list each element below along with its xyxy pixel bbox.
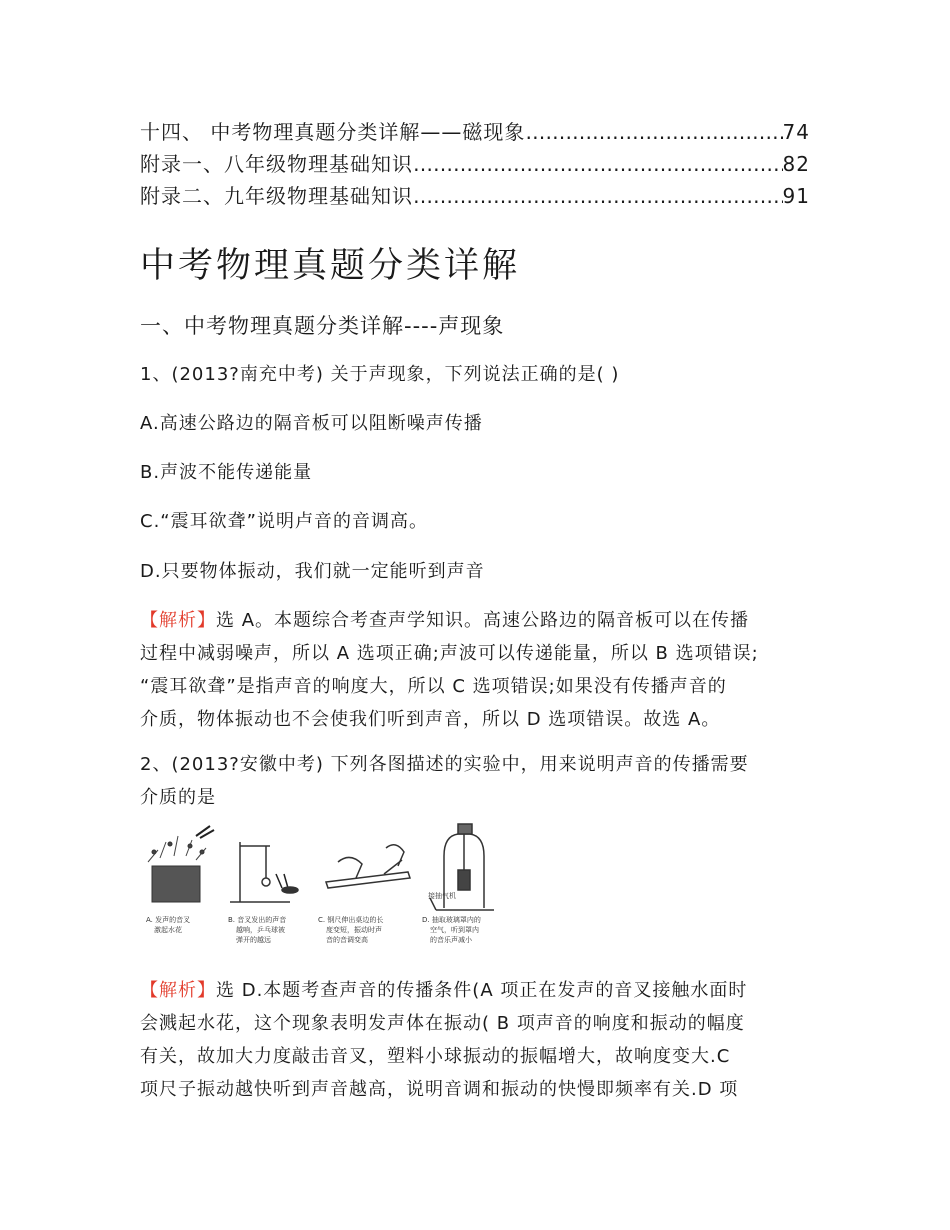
figure-caption-d-line: 空气，听到罩内 — [430, 926, 479, 934]
toc-leader-dots — [525, 120, 782, 144]
figure-a-splash-illustration — [148, 826, 214, 902]
analysis-text: “震耳欲聋”是指声音的响度大，所以 C 选项错误;如果没有传播声音的 — [140, 676, 727, 697]
figure-caption-a-line: A. 发声的音叉 — [146, 916, 191, 924]
question-1-option-b: B.声波不能传递能量 — [140, 462, 313, 483]
toc-entry-title: 附录二、九年级物理基础知识 — [140, 184, 413, 208]
experiment-figure — [140, 822, 520, 952]
toc-entry-page: 91 — [782, 184, 810, 208]
toc-entry-page: 82 — [782, 152, 810, 176]
figure-caption-d-line: 的音乐声减小 — [430, 936, 472, 944]
question-2-stem-line: 介质的是 — [140, 787, 216, 808]
figure-caption-b-line: 弹开的越远 — [236, 936, 271, 944]
section-title: 一、中考物理真题分类详解----声现象 — [140, 314, 505, 338]
analysis-text: 选 D.本题考查声音的传播条件(A 项正在发声的音叉接触水面时 — [216, 980, 748, 1001]
analysis-text: 会溅起水花，这个现象表明发声体在振动( B 项声音的响度和振动的幅度 — [140, 1013, 745, 1034]
analysis-text: 选 A。本题综合考查声学知识。高速公路边的隔音板可以在传播 — [216, 610, 750, 631]
question-2-analysis — [140, 974, 810, 1106]
figure-b-stand-illustration — [230, 842, 298, 902]
pump-label: 接抽气机 — [428, 892, 456, 900]
question-1-option-c: C.“震耳欲聋”说明卢音的音调高。 — [140, 511, 428, 532]
toc-leader-dots — [413, 184, 783, 208]
toc-entry-title: 附录一、八年级物理基础知识 — [140, 152, 413, 176]
analysis-text: 项尺子振动越快听到声音越高，说明音调和振动的快慢即频率有关.D 项 — [140, 1079, 739, 1100]
question-1-option-d: D.只要物体振动，我们就一定能听到声音 — [140, 561, 485, 582]
figure-caption-b-line: B. 音叉发出的声音 — [228, 916, 287, 924]
analysis-text: 介质，物体振动也不会使我们听到声音，所以 D 选项错误。故选 A。 — [140, 709, 721, 730]
experiment-illustrations — [140, 822, 520, 952]
question-1-option-a: A.高速公路边的隔音板可以阻断噪声传播 — [140, 413, 483, 434]
analysis-tag: 【解析】 — [140, 980, 216, 1001]
main-title: 中考物理真题分类详解 — [140, 246, 521, 286]
toc-entry-page: 74 — [782, 120, 810, 144]
toc-entry[interactable] — [140, 180, 810, 212]
figure-caption-d-line: D. 抽取玻璃罩内的 — [422, 916, 481, 924]
figure-caption-a-line: 激起水花 — [154, 926, 182, 934]
analysis-text: 有关，故加大力度敲击音叉，塑料小球振动的振幅增大，故响度变大.C — [140, 1046, 731, 1067]
toc-entry[interactable] — [140, 116, 810, 148]
figure-caption-c-line: C. 钢尺伸出桌边的长 — [318, 916, 384, 924]
figure-caption-c-line: 度变短，振动时声 — [326, 926, 382, 934]
question-1-analysis — [140, 604, 810, 736]
figure-c-ruler-illustration — [326, 845, 410, 888]
toc-entry-title: 十四、 中考物理真题分类详解——磁现象 — [140, 120, 526, 144]
table-of-contents — [140, 116, 810, 212]
question-2-stem-line: 2、(2013?安徽中考) 下列各图描述的实验中，用来说明声音的传播需要 — [140, 754, 749, 775]
figure-caption-b-line: 越响，乒乓球被 — [236, 926, 285, 934]
toc-leader-dots — [413, 152, 783, 176]
analysis-tag: 【解析】 — [140, 610, 216, 631]
analysis-text: 过程中减弱噪声，所以 A 选项正确;声波可以传递能量，所以 B 选项错误; — [140, 643, 759, 664]
toc-entry[interactable] — [140, 148, 810, 180]
question-1-stem: 1、(2013?南充中考) 关于声现象，下列说法正确的是( ) — [140, 364, 620, 385]
figure-caption-c-line: 音的音调变高 — [326, 936, 368, 944]
question-2-stem — [140, 748, 810, 814]
